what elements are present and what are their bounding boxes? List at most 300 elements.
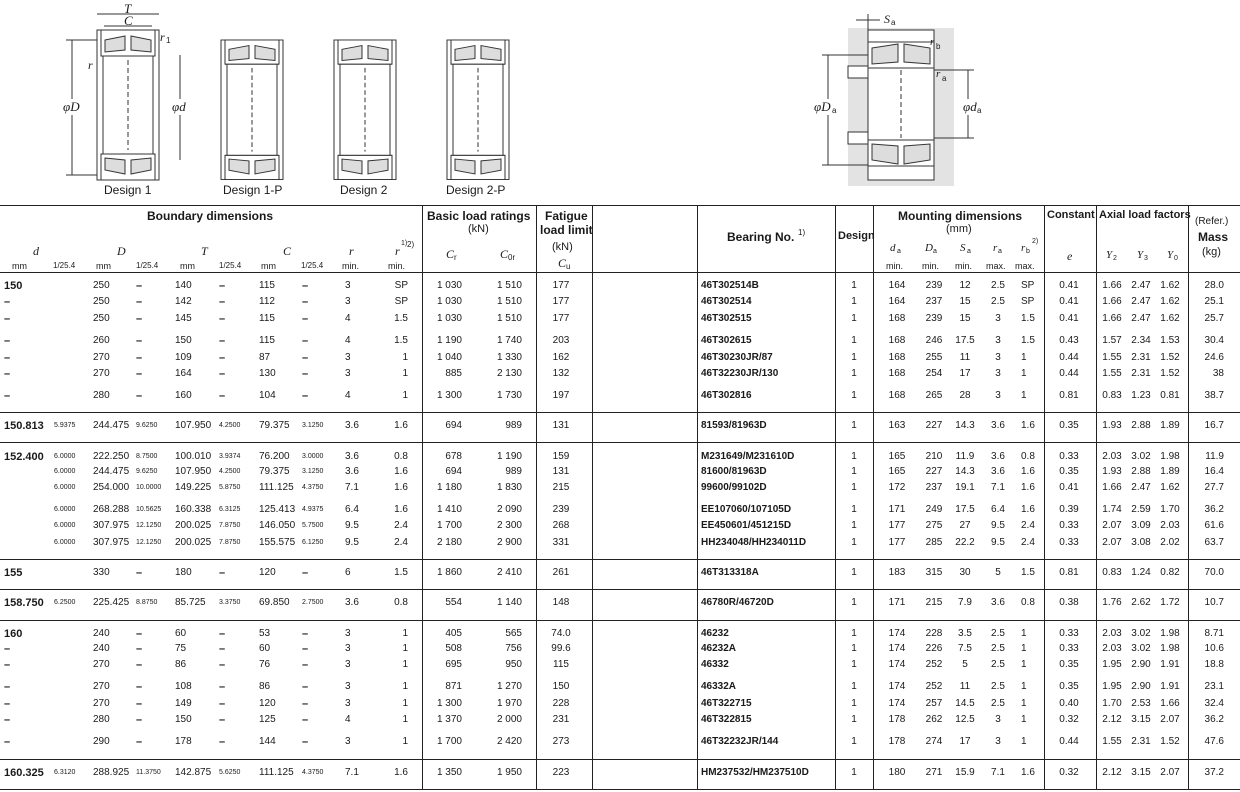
cell-design: 1: [851, 352, 857, 363]
cell-C-in: –: [302, 313, 309, 325]
cell-Da: 262: [925, 714, 943, 725]
cell-Y3: 2.47: [1131, 296, 1151, 307]
cell-C: 111.125: [259, 482, 294, 493]
cell-rb: SP: [1021, 296, 1035, 307]
group-rule: [0, 759, 1240, 760]
cell-ra: 2.5: [991, 643, 1005, 654]
cell-C0r: 989: [505, 466, 522, 477]
cell-design: 1: [851, 466, 857, 477]
cell-C0r: 1 270: [496, 681, 522, 692]
cell-d: 150: [4, 280, 23, 292]
cell-r1: 0.8: [394, 451, 408, 462]
cell-D-in: –: [136, 296, 143, 308]
unit-frac: 1/25.4: [136, 261, 159, 270]
cell-rb: 1: [1021, 352, 1027, 363]
cell-Cu: 231: [552, 714, 570, 725]
cell-Cr: 1 030: [436, 296, 462, 307]
cell-da: 171: [888, 597, 906, 608]
cell-rb: 1: [1021, 643, 1027, 654]
cell-C0r: 989: [505, 420, 522, 431]
cell-C0r: 2 420: [496, 736, 522, 747]
cell-Y3: 3.08: [1131, 537, 1151, 548]
cell-r1: 0.8: [394, 597, 408, 608]
cell-Cr: 1 410: [436, 504, 462, 515]
cell-Da: 239: [925, 313, 943, 324]
cell-bearing: HM237532/HM237510D: [701, 767, 809, 778]
sub-Da: D: [925, 242, 933, 254]
cell-bearing: 46T322815: [701, 714, 752, 725]
cell-Cu: 261: [552, 567, 570, 578]
cell-e: 0.44: [1059, 368, 1079, 379]
cell-mass: 25.7: [1204, 313, 1224, 324]
cell-T-in: –: [219, 368, 226, 380]
cell-Cu: 74.0: [551, 628, 571, 639]
cell-Y0: 1.62: [1160, 296, 1180, 307]
cell-T: 86: [175, 659, 187, 670]
col-divider: [1096, 205, 1097, 789]
cell-T: 107.950: [175, 420, 212, 431]
sub-r1: r: [395, 244, 400, 258]
cell-Cr: 405: [445, 628, 462, 639]
cell-T: 178: [175, 736, 192, 747]
cell-Cr: 1 860: [436, 567, 462, 578]
cell-r: 3: [345, 698, 351, 709]
cell-r: 3.6: [345, 451, 359, 462]
cell-D: 244.475: [93, 466, 130, 477]
design-1p-drawing: [221, 40, 283, 180]
cell-design: 1: [851, 451, 857, 462]
cell-ra: 3: [995, 335, 1001, 346]
cell-Y0: 1.52: [1160, 736, 1180, 747]
cell-mass: 38.7: [1204, 390, 1224, 401]
cell-Y2: 2.12: [1102, 767, 1122, 778]
mass-unit: (kg): [1202, 246, 1221, 258]
cell-D: 280: [93, 390, 110, 401]
cell-Y0: 1.70: [1160, 504, 1180, 515]
cell-C-in: –: [302, 659, 309, 671]
cell-r: 3.6: [345, 466, 359, 477]
cell-design: 1: [851, 335, 857, 346]
cell-T-in: –: [219, 643, 226, 655]
cell-C-in: 5.7500: [302, 522, 324, 529]
cell-T-in: 7.8750: [219, 522, 241, 529]
cell-D: 307.975: [93, 537, 130, 548]
cell-d: –: [4, 643, 11, 655]
cell-Y3: 2.47: [1131, 280, 1151, 291]
cell-bearing: EE107060/107105D: [701, 504, 792, 515]
cell-d-in: 5.9375: [54, 422, 76, 429]
cell-r1: 1: [402, 368, 408, 379]
cell-mass: 36.2: [1204, 714, 1224, 725]
cell-Cu: 268: [552, 520, 570, 531]
cell-Cr: 1 700: [436, 520, 462, 531]
cell-Da: 275: [925, 520, 943, 531]
cell-Y3: 2.88: [1131, 466, 1151, 477]
cell-design: 1: [851, 390, 857, 401]
cell-bearing: 46T30230JR/87: [701, 352, 773, 363]
cell-Y2: 1.76: [1102, 597, 1122, 608]
cell-Da: 274: [925, 736, 943, 747]
dim-C-label: C: [124, 13, 133, 28]
dim-r-label: r: [88, 58, 93, 72]
cell-da: 172: [888, 482, 906, 493]
cell-Y0: 0.82: [1160, 567, 1180, 578]
cell-Y0: 1.91: [1160, 659, 1180, 670]
cell-Cr: 1 370: [436, 714, 462, 725]
cell-e: 0.43: [1059, 335, 1079, 346]
cell-Da: 252: [925, 659, 943, 670]
cell-e: 0.32: [1059, 767, 1079, 778]
cell-Y0: 1.89: [1160, 466, 1180, 477]
cell-Cu: 273: [552, 736, 570, 747]
sub-Cr-sub: r: [454, 253, 457, 262]
cell-Da: 226: [925, 643, 943, 654]
cell-da: 168: [888, 390, 906, 401]
cell-e: 0.41: [1059, 296, 1079, 307]
sub-Y3-sub: 3: [1144, 255, 1148, 262]
cell-Sa: 17.5: [955, 504, 975, 515]
cell-D-in: 8.8750: [136, 599, 158, 606]
cell-T-in: –: [219, 335, 226, 347]
cell-e: 0.40: [1059, 698, 1079, 709]
cell-Y3: 3.15: [1131, 714, 1151, 725]
mount-rb-label: r: [930, 36, 935, 48]
cell-design: 1: [851, 628, 857, 639]
dim-r1-sub: 1: [166, 36, 171, 45]
cell-T-in: 3.9374: [219, 453, 241, 460]
cell-r1: 1: [402, 352, 408, 363]
cell-r1: 1: [402, 643, 408, 654]
cell-da: 178: [888, 736, 906, 747]
cell-e: 0.35: [1059, 681, 1079, 692]
cell-Y0: 2.02: [1160, 537, 1180, 548]
cell-d: –: [4, 352, 11, 364]
cell-r1: 2.4: [394, 520, 408, 531]
cell-d-in: 6.0000: [54, 522, 76, 529]
cell-Y3: 3.15: [1131, 767, 1151, 778]
cell-bearing: 46T302816: [701, 390, 752, 401]
cell-T-in: 5.8750: [219, 484, 241, 491]
cell-r1: 1: [402, 659, 408, 670]
cell-Cr: 508: [445, 643, 462, 654]
mount-ra-label: r: [936, 68, 941, 80]
cell-C0r: 1 970: [496, 698, 522, 709]
cell-Y0: 1.89: [1160, 420, 1180, 431]
cell-ra: 2.5: [991, 628, 1005, 639]
cell-C: 104: [259, 390, 276, 401]
cell-d: 160: [4, 628, 23, 640]
cell-D: 270: [93, 681, 110, 692]
cell-T-in: –: [219, 714, 226, 726]
cell-ra: 3.6: [991, 451, 1005, 462]
cell-d: –: [4, 681, 11, 693]
cell-r1: 1.5: [394, 335, 408, 346]
cell-T: 150: [175, 714, 192, 725]
cell-Sa: 14.5: [955, 698, 975, 709]
cell-D-in: –: [136, 368, 143, 380]
cell-mass: 47.6: [1204, 736, 1224, 747]
unit-mm: mm: [96, 261, 111, 271]
cell-mass: 28.0: [1204, 280, 1224, 291]
cell-Y2: 1.55: [1102, 368, 1122, 379]
cell-da: 164: [888, 296, 906, 307]
cell-D-in: 12.1250: [136, 539, 162, 546]
cell-ra: 2.5: [991, 698, 1005, 709]
cell-Sa: 12: [959, 280, 971, 291]
cell-T-in: –: [219, 567, 226, 579]
cell-C: 146.050: [259, 520, 296, 531]
cell-Cu: 115: [553, 659, 569, 670]
cell-Da: 246: [925, 335, 943, 346]
cell-Sa: 11: [959, 352, 971, 363]
cell-T-in: –: [219, 352, 226, 364]
cell-C: 125: [259, 714, 276, 725]
cell-d-in: 6.0000: [54, 539, 76, 546]
cell-D-in: –: [136, 628, 143, 640]
cell-C-in: 4.9375: [302, 506, 324, 513]
sub-Y2-sub: 2: [1113, 255, 1117, 262]
cell-r1: 1: [402, 698, 408, 709]
cell-Da: 254: [925, 368, 943, 379]
cell-Cr: 695: [445, 659, 462, 670]
cell-ra: 3.6: [991, 466, 1005, 477]
cell-C: 69.850: [259, 597, 290, 608]
cell-C0r: 1 830: [496, 482, 522, 493]
cell-d: 152.400: [4, 451, 44, 463]
cell-D: 270: [93, 352, 110, 363]
cell-bearing: 99600/99102D: [701, 482, 767, 493]
cell-d-in: 6.0000: [54, 453, 76, 460]
cell-rb: 1.6: [1021, 466, 1035, 477]
cell-Y3: 3.02: [1131, 451, 1151, 462]
cell-design: 1: [851, 504, 857, 515]
cell-da: 165: [888, 466, 906, 477]
cell-d-in: 6.0000: [54, 484, 76, 491]
cell-Y2: 1.95: [1102, 659, 1122, 670]
cell-e: 0.38: [1059, 597, 1079, 608]
cell-Sa: 7.9: [958, 597, 972, 608]
cell-Y2: 1.70: [1102, 698, 1122, 709]
cell-e: 0.32: [1059, 714, 1079, 725]
cell-bearing: 46T302515: [701, 313, 752, 324]
cell-r: 3: [345, 628, 351, 639]
cell-Sa: 19.1: [955, 482, 975, 493]
cell-d: –: [4, 736, 11, 748]
cell-Y0: 2.03: [1160, 520, 1180, 531]
cell-T-in: –: [219, 628, 226, 640]
cell-r: 3: [345, 352, 351, 363]
sub-r: r: [349, 244, 354, 258]
cell-D: 260: [93, 335, 110, 346]
cell-d: –: [4, 698, 11, 710]
cell-design: 1: [851, 296, 857, 307]
cell-C: 144: [259, 736, 276, 747]
cell-T: 150: [175, 335, 192, 346]
cell-e: 0.33: [1059, 451, 1079, 462]
cell-Cu: 148: [552, 597, 570, 608]
cell-design: 1: [851, 714, 857, 725]
sub-da-sub: a: [897, 248, 901, 255]
cell-Sa: 17: [959, 368, 971, 379]
cell-mass: 23.1: [1204, 681, 1224, 692]
mount-Sa-label: S: [884, 12, 890, 26]
cell-Da: 237: [925, 482, 943, 493]
cell-T: 149: [175, 698, 192, 709]
cell-design: 1: [851, 659, 857, 670]
cell-bearing: EE450601/451215D: [701, 520, 792, 531]
cell-da: 165: [888, 451, 906, 462]
cell-bearing: 46T302615: [701, 335, 752, 346]
col-divider: [873, 205, 874, 789]
cell-Y3: 1.24: [1131, 567, 1151, 578]
cell-Y0: 2.07: [1160, 767, 1180, 778]
cell-da: 174: [888, 659, 906, 670]
cell-D: 270: [93, 368, 110, 379]
cell-ra: 5: [995, 567, 1001, 578]
cell-Y3: 2.47: [1131, 482, 1151, 493]
cell-rb: 2.4: [1021, 520, 1035, 531]
cell-d: –: [4, 296, 11, 308]
cell-T: 109: [175, 352, 192, 363]
cell-e: 0.41: [1059, 280, 1079, 291]
sub-Da-sub: a: [933, 248, 937, 255]
sub-Cu-sub: u: [566, 262, 571, 271]
cell-da: 168: [888, 352, 906, 363]
cell-Y2: 1.95: [1102, 681, 1122, 692]
cell-D: 222.250: [93, 451, 130, 462]
cell-design: 1: [851, 643, 857, 654]
cell-C-in: –: [302, 390, 309, 402]
cell-d: –: [4, 335, 11, 347]
cell-design: 1: [851, 597, 857, 608]
cell-Da: 252: [925, 681, 943, 692]
cell-T: 108: [175, 681, 192, 692]
bearing-no-header: Bearing No.: [727, 230, 795, 244]
cell-ra: 2.5: [991, 296, 1005, 307]
cell-Y2: 1.55: [1102, 736, 1122, 747]
cell-T: 142: [175, 296, 192, 307]
cell-Da: 285: [925, 537, 943, 548]
cell-r1: 1.6: [394, 504, 408, 515]
cell-ra: 3: [995, 368, 1001, 379]
cell-Cu: 99.6: [551, 643, 571, 654]
cell-e: 0.41: [1059, 313, 1079, 324]
cell-Y0: 1.52: [1160, 368, 1180, 379]
mount-Sa-sub: a: [891, 18, 896, 27]
mount-rb-sub: b: [936, 42, 941, 51]
cell-C: 115: [259, 335, 275, 346]
cell-T: 142.875: [175, 767, 212, 778]
cell-C-in: 3.1250: [302, 468, 324, 475]
cell-ra: 2.5: [991, 280, 1005, 291]
cell-D-in: –: [136, 643, 143, 655]
cell-Da: 271: [925, 767, 943, 778]
cell-T: 149.225: [175, 482, 212, 493]
mount-phida-label: φd: [963, 99, 977, 114]
cell-da: 180: [888, 767, 906, 778]
cell-r: 3.6: [345, 597, 359, 608]
cell-T: 75: [175, 643, 187, 654]
cell-Cu: 331: [552, 537, 570, 548]
cell-bearing: 46332: [701, 659, 729, 670]
cell-design: 1: [851, 681, 857, 692]
bearing-no-sup: 1): [798, 228, 806, 237]
table-bottom-rule: [0, 789, 1240, 790]
cell-Cr: 2 180: [436, 537, 462, 548]
cell-C0r: 2 130: [496, 368, 522, 379]
cell-bearing: 46T322715: [701, 698, 752, 709]
cell-r: 4: [345, 335, 351, 346]
cell-Y3: 2.53: [1131, 698, 1151, 709]
cell-da: 174: [888, 698, 906, 709]
sub-rb-sub: b: [1026, 248, 1030, 255]
mount-ra-sub: a: [942, 74, 947, 83]
cell-Cu: 150: [552, 681, 570, 692]
cell-Sa: 30: [959, 567, 971, 578]
cell-ra: 9.5: [991, 520, 1005, 531]
sub-Sa-sub: a: [967, 248, 971, 255]
unit-mm: mm: [180, 261, 195, 271]
cell-T-in: –: [219, 280, 226, 292]
mass-refer-header: (Refer.): [1195, 216, 1229, 227]
cell-Y2: 2.03: [1102, 451, 1122, 462]
cell-D: 250: [93, 313, 110, 324]
cell-C0r: 1 950: [496, 767, 522, 778]
cell-D-in: –: [136, 567, 143, 579]
cell-Y0: 1.98: [1160, 451, 1180, 462]
cell-C-in: –: [302, 335, 309, 347]
cell-mass: 30.4: [1204, 335, 1224, 346]
unit-mm: mm: [12, 261, 27, 271]
cell-Da: 255: [925, 352, 943, 363]
cell-D-in: –: [136, 390, 143, 402]
cell-Y3: 2.88: [1131, 420, 1151, 431]
cell-d: 160.325: [4, 767, 44, 779]
cell-Cu: 131: [552, 466, 570, 477]
cell-e: 0.35: [1059, 420, 1079, 431]
cell-Da: 315: [925, 567, 943, 578]
cell-Y3: 2.90: [1131, 681, 1151, 692]
cell-bearing: 81593/81963D: [701, 420, 767, 431]
col-divider: [1188, 205, 1189, 789]
cell-Y2: 0.83: [1102, 390, 1122, 401]
cell-T: 60: [175, 628, 187, 639]
cell-r: 6: [345, 567, 351, 578]
cell-D-in: 10.0000: [136, 484, 162, 491]
cell-D-in: 8.7500: [136, 453, 158, 460]
cell-r: 3: [345, 280, 351, 291]
cell-ra: 3: [995, 352, 1001, 363]
cell-r1: 1.6: [394, 466, 408, 477]
cell-bearing: 46T32230JR/130: [701, 368, 779, 379]
cell-T-in: –: [219, 313, 226, 325]
cell-D: 290: [93, 736, 110, 747]
cell-C: 76: [259, 659, 271, 670]
cell-mass: 16.7: [1204, 420, 1224, 431]
cell-design: 1: [851, 520, 857, 531]
cell-d-in: 6.0000: [54, 468, 76, 475]
cell-e: 0.41: [1059, 482, 1079, 493]
cell-mass: 38: [1212, 368, 1224, 379]
cell-C-in: –: [302, 296, 309, 308]
cell-r: 7.1: [345, 482, 359, 493]
cell-Sa: 17.5: [955, 335, 975, 346]
cell-Sa: 27: [959, 520, 971, 531]
cell-Cu: 177: [552, 280, 570, 291]
cell-C: 130: [259, 368, 276, 379]
cell-Sa: 15: [959, 313, 971, 324]
cell-D-in: –: [136, 736, 143, 748]
